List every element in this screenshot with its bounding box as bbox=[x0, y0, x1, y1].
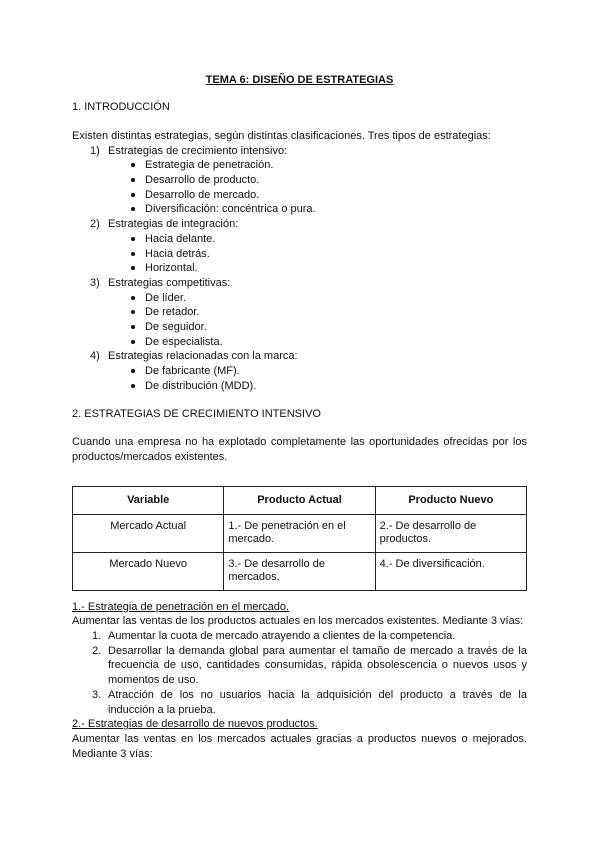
paragraph: Existen distintas estrategias, según distintas clasificaciones. Tres tipos de estrategias: bbox=[72, 129, 491, 142]
list-number: 1) bbox=[90, 144, 100, 157]
bullet-item: Desarrollo de mercado. bbox=[72, 188, 527, 203]
bullet-item: De distribución (MDD). bbox=[72, 379, 527, 394]
table-row bbox=[73, 552, 527, 590]
column-header: Producto Nuevo bbox=[375, 486, 526, 514]
table-row bbox=[73, 514, 527, 552]
table-cell: Mercado Actual bbox=[73, 514, 224, 552]
strategy-matrix-table bbox=[72, 486, 527, 591]
list-label: Estrategias competitivas: bbox=[108, 276, 231, 289]
paragraph: Aumentar las ventas de los productos actuales en los mercados existentes. Mediante 3 vías: bbox=[72, 615, 524, 628]
bullet-item: De especialista. bbox=[72, 335, 527, 350]
section-heading: 1. INTRODUCCIÓN bbox=[72, 101, 170, 114]
bullet-list bbox=[72, 158, 527, 217]
list-number: 3. bbox=[92, 688, 102, 701]
document-page bbox=[72, 73, 527, 761]
list-number: 2. bbox=[92, 644, 102, 657]
column-header: Producto Actual bbox=[224, 486, 375, 514]
table-cell: 4.- De diversificación. bbox=[375, 552, 526, 590]
bullet-item: Hacia detrás. bbox=[72, 247, 527, 262]
bullet-item: De líder. bbox=[72, 291, 527, 306]
bullet-item: De retador. bbox=[72, 305, 527, 320]
bullet-item: De seguidor. bbox=[72, 320, 527, 335]
table-header-row bbox=[73, 486, 527, 514]
bullet-item: Horizontal. bbox=[72, 261, 527, 276]
list-item bbox=[72, 144, 527, 159]
list-label: Estrategias de crecimiento intensivo: bbox=[108, 144, 288, 157]
bullet-item: Hacia delante. bbox=[72, 232, 527, 247]
list-number: 3) bbox=[90, 276, 100, 289]
table-cell: Mercado Nuevo bbox=[73, 552, 224, 590]
subsection-heading: 1.- Estrategia de penetración en el mercado. bbox=[72, 600, 290, 613]
bullet-item: Diversificación: concéntrica o pura. bbox=[72, 202, 527, 217]
section-heading: 2. ESTRATEGIAS DE CRECIMIENTO INTENSIVO bbox=[72, 407, 321, 420]
list-item bbox=[72, 276, 527, 291]
bullet-list bbox=[72, 291, 527, 350]
paragraph: Aumentar las ventas en los mercados actuales gracias a productos nuevos o mejorados. Mediante 3 vías: bbox=[72, 733, 527, 760]
list-number: 1. bbox=[92, 630, 102, 643]
bullet-item: Estrategia de penetración. bbox=[72, 158, 527, 173]
list-text: Aumentar la cuota de mercado atrayendo a clientes de la competencia. bbox=[108, 630, 456, 643]
table-cell: 1.- De penetración en el mercado. bbox=[224, 514, 375, 552]
list-item bbox=[72, 217, 527, 232]
list-item bbox=[72, 349, 527, 364]
list-text: Desarrollar la demanda global para aumentar el tamaño de mercado a través de la frecuencia de uso, cantidades consumidas, rápida obsolescencia o nuevos usos y momentos de uso. bbox=[108, 644, 527, 687]
list-item bbox=[72, 688, 527, 717]
subsection-heading: 2.- Estrategias de desarrollo de nuevos productos. bbox=[72, 718, 318, 731]
paragraph: Cuando una empresa no ha explotado completamente las oportunidades ofrecidas por los productos/mercados existentes. bbox=[72, 436, 527, 463]
list-label: Estrategias relacionadas con la marca: bbox=[108, 350, 298, 363]
list-text: Atracción de los no usuarios hacia la adquisición del producto a través de la inducción a la prueba. bbox=[108, 688, 527, 716]
document-title: TEMA 6: DISEÑO DE ESTRATEGIAS bbox=[205, 74, 394, 86]
bullet-list bbox=[72, 232, 527, 276]
bullet-list bbox=[72, 364, 527, 393]
table-cell: 3.- De desarrollo de mercados. bbox=[224, 552, 375, 590]
list-label: Estrategias de integración: bbox=[108, 218, 239, 231]
bullet-item: De fabricante (MF). bbox=[72, 364, 527, 379]
list-number: 2) bbox=[90, 218, 100, 231]
list-item bbox=[72, 644, 527, 688]
column-header: Variable bbox=[73, 486, 224, 514]
strategy-groups-list bbox=[72, 144, 527, 394]
table-cell: 2.- De desarrollo de productos. bbox=[375, 514, 526, 552]
list-item bbox=[72, 629, 527, 644]
numbered-list bbox=[72, 629, 527, 717]
list-number: 4) bbox=[90, 350, 100, 363]
bullet-item: Desarrollo de producto. bbox=[72, 173, 527, 188]
